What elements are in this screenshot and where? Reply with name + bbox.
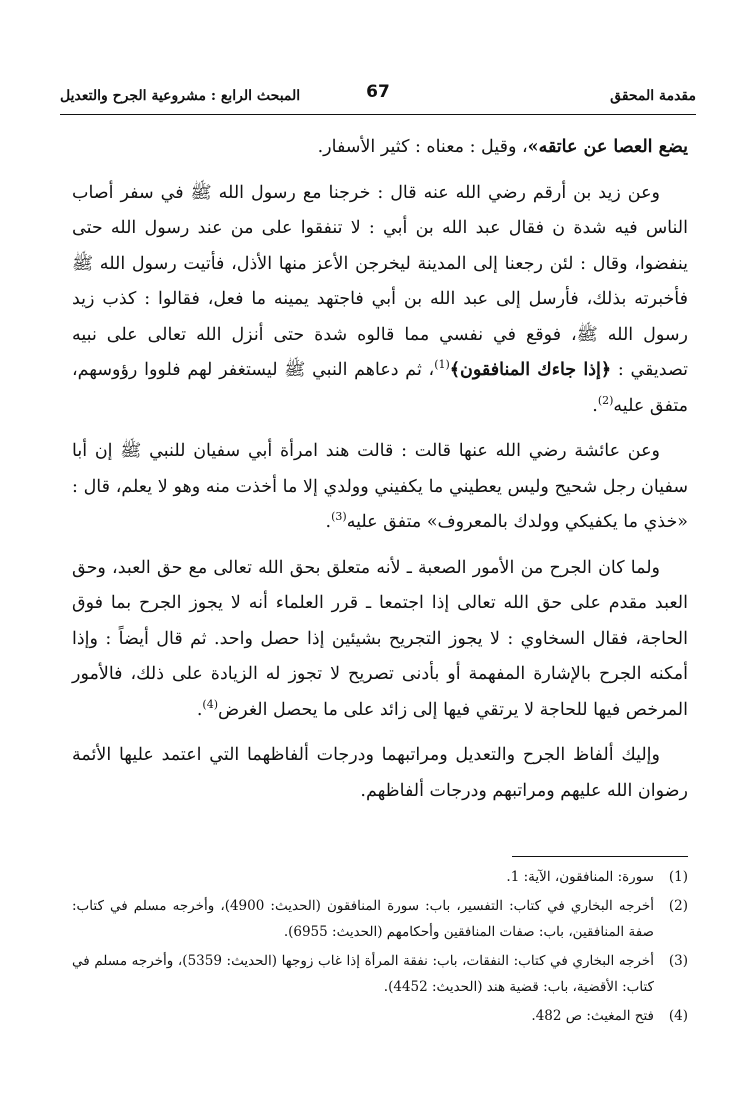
paragraph-text: وعن عائشة رضي الله عنها قالت : قالت هند امرأة أبي سفيان للنبي ﷺ إن أبا سفيان رجل شحيح وليس يعطيني ما يكفيني وولدي إلا ما أخذت منه وهو لا يعلم، قال : «خذي ما يكفيكي وولدك بالمعروف» متفق عليه — [72, 441, 688, 532]
paragraph-text: وعن زيد بن أرقم رضي الله عنه قال : خرجنا مع رسول الله ﷺ في سفر أصاب الناس فيه شدة ن فقال عبد الله بن أبي : لا تنفقوا على من عند رسول الله حتى ينفضوا، وقال : لئن رجعنا إلى المدينة ليخرجن الأعز منها الأذل، فأتيت رسول الله ﷺ فأخبرته بذلك، فأرسل إلى عبد الله بن أبي فاجتهد يمينه ما فعل، فقالوا : كذب زيد رسول الله ﷺ، فوقع في نفسي مما قالوه شدة حتى أنزل الله تعالى على نبيه تصديقي : — [72, 182, 689, 380]
footnote-text: أخرجه البخاري في كتاب: التفسير، باب: سورة المنافقون (الحديث: 4900)، وأخرجه مسلم في كتاب: صفة المنافقين، باب: صفات المنافقين وأحكامهم (الحديث: 6955). — [72, 898, 654, 940]
footnote-separator — [512, 856, 688, 857]
footnote-number: (1) — [668, 869, 688, 885]
footnote-number: (2) — [668, 898, 688, 914]
footnotes — [72, 864, 688, 1032]
paragraph-text: ، وقيل : معناه : كثير الأسفار. — [317, 137, 528, 157]
paragraph-end: . — [592, 395, 598, 416]
header-rule — [60, 114, 696, 115]
footnote-ref: (4) — [202, 697, 218, 711]
quran-verse: ﴿إذا جاءك المنافقون﴾ — [449, 360, 612, 380]
footnote-item — [72, 1003, 688, 1029]
bold-quote: يضع العصا عن عاتقه» — [527, 137, 688, 157]
footnote-text: سورة: المنافقون، الآية: 1. — [506, 869, 654, 885]
footnote-item — [72, 893, 688, 945]
page-header — [60, 82, 696, 110]
paragraph-1 — [72, 130, 688, 166]
footnote-ref: (3) — [331, 510, 347, 524]
paragraph-text: ولما كان الجرح من الأمور الصعبة ـ لأنه متعلق بحق الله تعالى مع حق العبد، وحق العبد مقدم على حق الله تعالى إذا اجتمعا ـ قرر العلماء أنه لا يجوز الجرح بما فوق الحاجة، فقال السخاوي : لا يجوز التجريح بشيئين إذا حصل واحد. ثم قال أيضاً : وإذا أمكنه الجرح بالإشارة المفهمة أو بأدنى تصريح لا تجوز له الزيادة على ذلك، فالأمور المرخص فيها للحاجة لا يرتقي فيها إلى زائد على ما يحصل الغرض — [72, 557, 688, 720]
main-text — [72, 130, 688, 819]
footnote-number: (3) — [668, 953, 688, 969]
paragraph-3 — [72, 434, 688, 541]
footnote-ref: (1) — [434, 358, 450, 372]
page-number: 67 — [366, 82, 390, 102]
header-section-title: مقدمة المحقق — [610, 88, 696, 104]
header-chapter-title: المبحث الرابع : مشروعية الجرح والتعديل — [60, 88, 301, 104]
footnote-text: أخرجه البخاري في كتاب: النفقات، باب: نفقة المرأة إذا غاب زوجها (الحديث: 5359)، وأخرجه مسلم في كتاب: الأقضية، باب: قضية هند (الحديث: 4452). — [72, 953, 654, 995]
footnote-ref: (2) — [597, 393, 614, 407]
paragraph-5 — [72, 738, 688, 809]
footnote-item — [72, 864, 688, 890]
paragraph-4 — [72, 551, 688, 729]
paragraph-end: . — [196, 699, 203, 720]
footnote-item — [72, 948, 688, 1000]
paragraph-2 — [72, 176, 688, 425]
footnote-text: فتح المغيث: ص 482. — [531, 1008, 654, 1024]
paragraph-text: ، ثم دعاهم النبي ﷺ ليستغفر لهم فلووا رؤوسهم، متفق عليه — [72, 360, 688, 416]
footnote-number: (4) — [668, 1008, 688, 1024]
paragraph-text: وإليك ألفاظ الجرح والتعديل ومراتبهما ودرجات ألفاظهما التي اعتمد عليها الأئمة رضوان الله عليهم ومراتبهم ودرجات ألفاظهم. — [72, 745, 688, 801]
paragraph-end: . — [325, 512, 332, 532]
